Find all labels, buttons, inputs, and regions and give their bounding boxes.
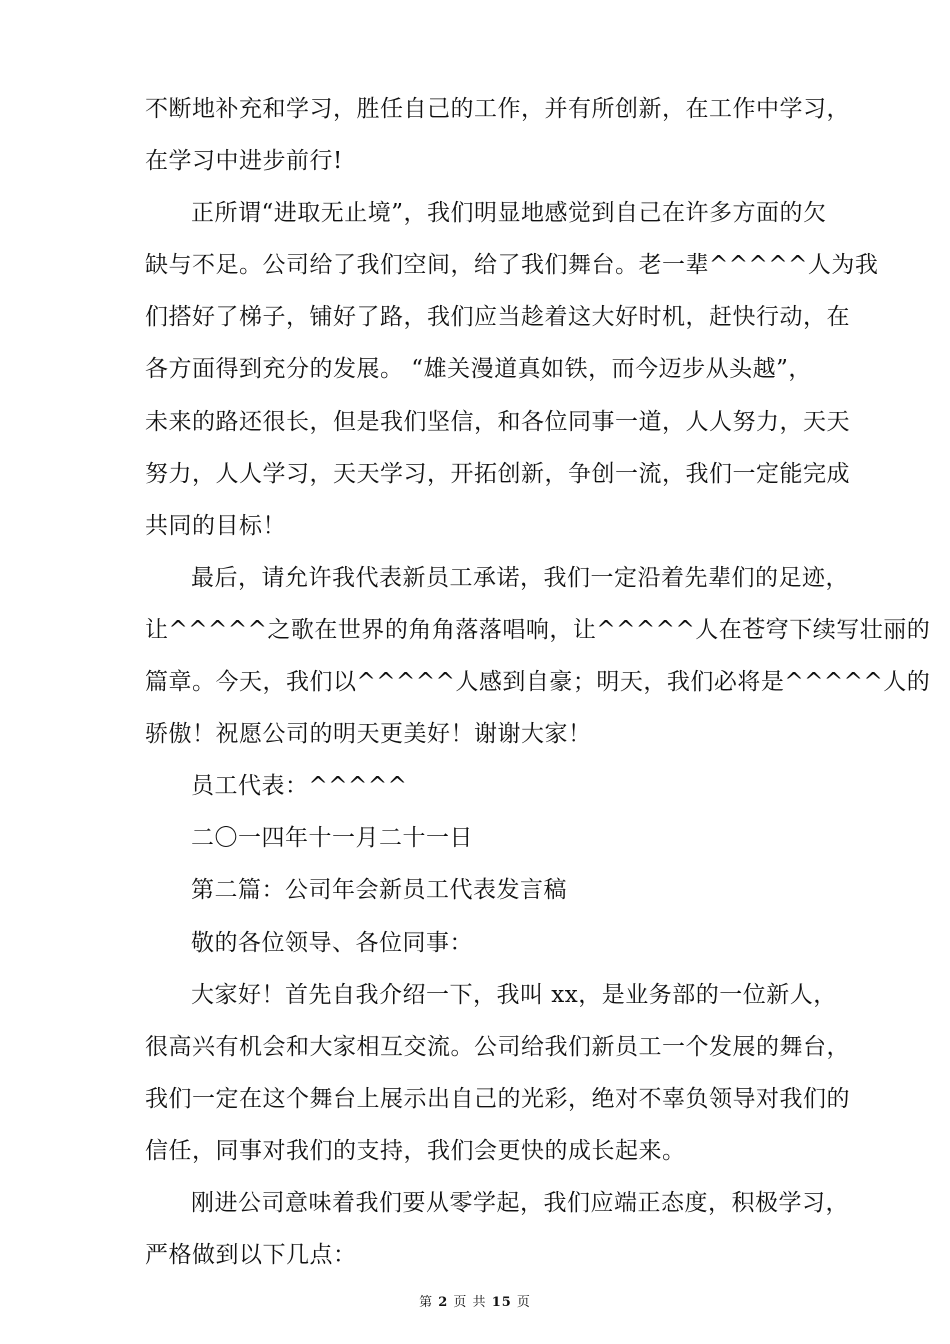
text-line: 们搭好了梯子，铺好了路，我们应当趁着这大好时机，赶快行动，在 — [145, 304, 850, 331]
section-heading: 第二篇：公司年会新员工代表发言稿 — [191, 877, 567, 904]
date-line: 二〇一四年十一月二十一日 — [191, 825, 473, 852]
text-line: 正所谓“进取无止境”，我们明显地感觉到自己在许多方面的欠 — [191, 200, 827, 227]
text-line: 最后，请允许我代表新员工承诺，我们一定沿着先辈们的足迹， — [191, 564, 849, 591]
text-line: 不断地补充和学习，胜任自己的工作，并有所创新，在工作中学习， — [145, 96, 850, 122]
document-body — [145, 96, 931, 1296]
text-line: 让^^^^^之歌在世界的角角落落唱响，让^^^^^人在苍穹下续写壮丽的 — [145, 616, 931, 643]
text-line: 各方面得到充分的发展。 “雄关漫道真如铁，而今迈步从头越”， — [145, 356, 812, 383]
footer-prefix: 第 — [419, 1295, 434, 1310]
text-line: 刚进公司意味着我们要从零学起，我们应端正态度，积极学习， — [191, 1189, 849, 1216]
text-line: 大家好！首先自我介绍一下，我叫 xx，是业务部的一位新人， — [191, 981, 837, 1008]
text-line: 努力，人人学习，天天学习，开拓创新，争创一流，我们一定能完成 — [145, 460, 850, 487]
salutation-line: 敬的各位领导、各位同事： — [191, 929, 473, 956]
text-line: 未来的路还很长，但是我们坚信，和各位同事一道，人人努力，天天 — [145, 408, 850, 435]
text-line: 缺与不足。公司给了我们空间，给了我们舞台。老一辈^^^^^人为我 — [145, 252, 879, 279]
text-line: 骄傲！祝愿公司的明天更美好！谢谢大家！ — [145, 721, 592, 748]
page-footer — [0, 1296, 950, 1309]
footer-suffix: 页 — [516, 1295, 531, 1310]
total-pages-number: 15 — [491, 1295, 512, 1310]
text-line: 信任，同事对我们的支持，我们会更快的成长起来。 — [145, 1137, 686, 1164]
current-page-number: 2 — [438, 1295, 449, 1310]
text-line: 篇章。今天，我们以^^^^^人感到自豪；明天，我们必将是^^^^^人的 — [145, 669, 931, 696]
signature-line: 员工代表：^^^^^ — [191, 773, 408, 800]
text-line: 我们一定在这个舞台上展示出自己的光彩，绝对不辜负领导对我们的 — [145, 1085, 850, 1112]
text-line: 在学习中进步前行! — [145, 148, 343, 175]
text-line: 严格做到以下几点： — [145, 1242, 357, 1269]
footer-middle: 页 共 — [453, 1295, 487, 1310]
text-line: 共同的目标！ — [145, 512, 286, 539]
text-line: 很高兴有机会和大家相互交流。公司给我们新员工一个发展的舞台， — [145, 1033, 850, 1060]
